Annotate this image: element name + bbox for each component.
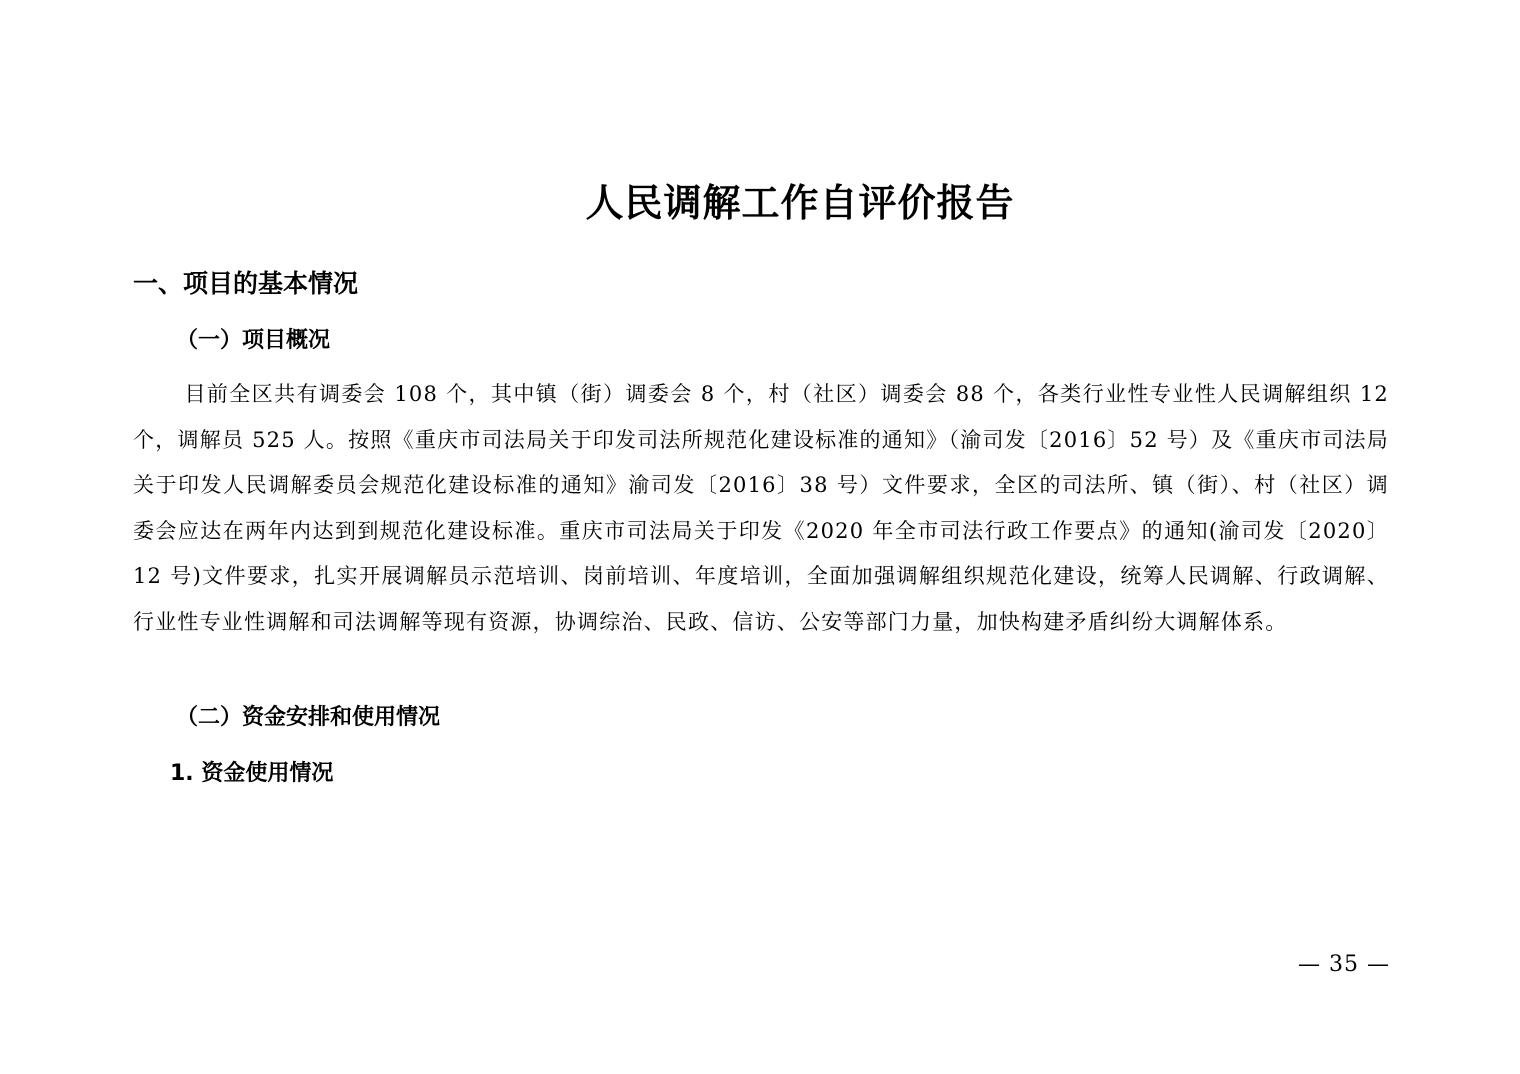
- overview-paragraph: 目前全区共有调委会 108 个，其中镇（街）调委会 8 个，村（社区）调委会 88 个，各类行业性专业性人民调解组织 12 个，调解员 525 人。按照《重庆市司法局关于印发司法所规范化建设标准的通知》（渝司发〔2016〕52 号）及《重庆市司法局关于印发人民调解委员会规范化建设标准的通知》渝司发〔2016〕38 号）文件要求，全区的司法所、镇（街）、村（社区）调委会应达在两年内达到到规范化建设标准。重庆市司法局关于印发《2020 年全市司法行政工作要点》的通知(渝司发〔2020〕12 号)文件要求，扎实开展调解员示范培训、岗前培训、年度培训，全面加强调解组织规范化建设，统筹人民调解、行政调解、行业性专业性调解和司法调解等现有资源，协调综治、民政、信访、公安等部门力量，加快构建矛盾纠纷大调解体系。: [133, 382, 1389, 634]
- section-heading-basic-info: 一、项目的基本情况: [133, 269, 359, 298]
- page-number: — 35 —: [1298, 952, 1390, 977]
- document-title: 人民调解工作自评价报告: [585, 181, 1015, 225]
- subsection-heading-overview: （一）项目概况: [176, 328, 331, 353]
- subsection-heading-funding: （二）资金安排和使用情况: [176, 705, 441, 730]
- item-heading-fund-usage: 1. 资金使用情况: [170, 761, 334, 786]
